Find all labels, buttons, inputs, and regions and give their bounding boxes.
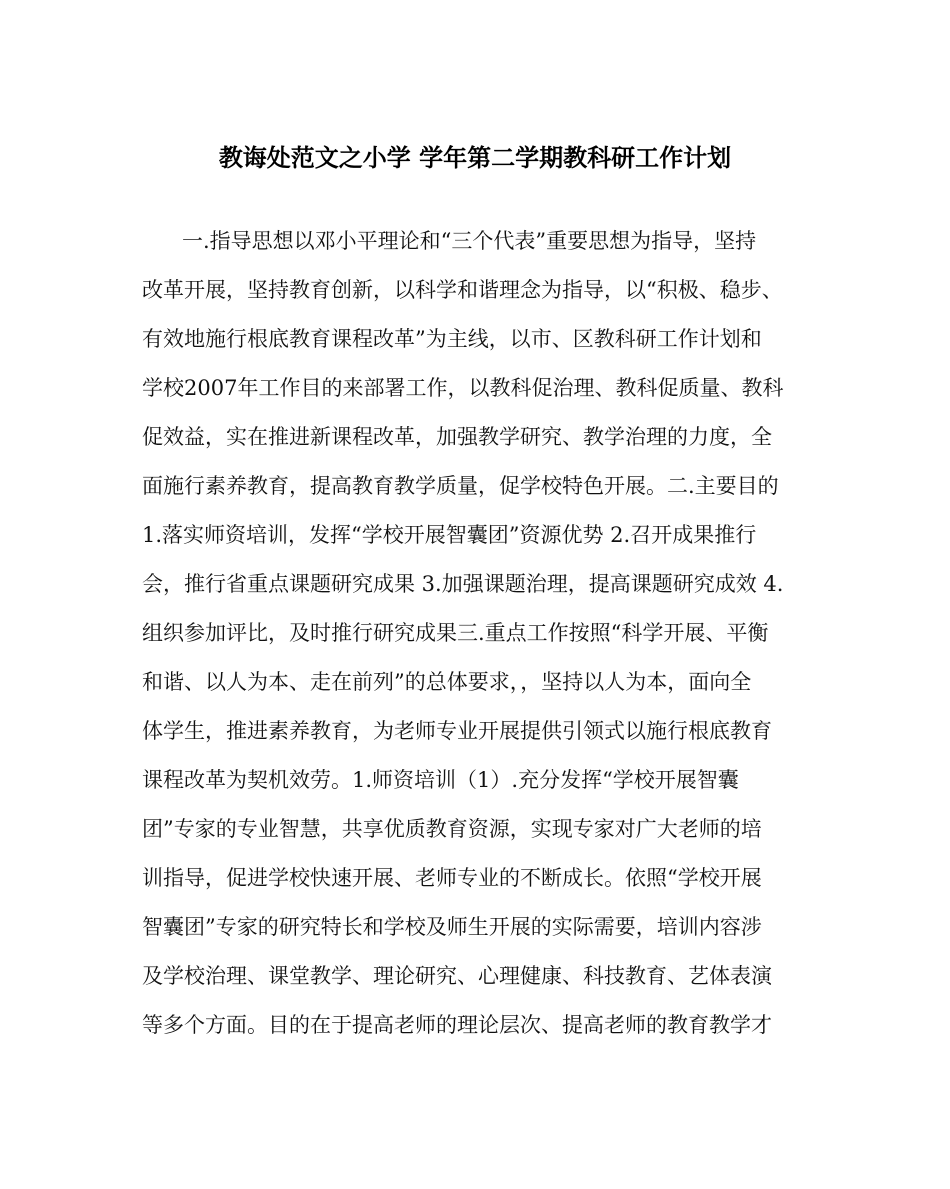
body-line: 团”专家的专业智慧，共享优质教育资源，实现专家对广大老师的培 [142, 817, 762, 841]
body-line: 一.指导思想以邓小平理论和“三个代表”重要思想为指导，坚持 [182, 229, 757, 253]
body-line: 智囊团”专家的研究特长和学校及师生开展的实际需要，培训内容涉 [142, 915, 762, 939]
body-line: 面施行素养教育，提高教育教学质量，促学校特色开展。二.主要目的 [142, 474, 779, 498]
body-line: 体学生，推进素养教育，为老师专业开展提供引领式以施行根底教育 [142, 719, 772, 743]
document-body [142, 224, 822, 1057]
body-line: 训指导，促进学校快速开展、老师专业的不断成长。依照“学校开展 [142, 866, 762, 890]
body-line: 课程改革为契机效劳。1.师资培训（1）.充分发挥“学校开展智囊 [142, 768, 739, 792]
body-line: 改革开展，坚持教育创新，以科学和谐理念为指导，以“积极、稳步、 [142, 278, 783, 302]
body-line: 促效益，实在推进新课程改革，加强教学研究、教学治理的力度，全 [142, 425, 772, 449]
document-title: 教诲处范文之小学 学年第二学期教科研工作计划 [218, 143, 732, 172]
body-line: 组织参加评比，及时推行研究成果三.重点工作按照“科学开展、平衡 [142, 621, 769, 645]
body-line: 1.落实师资培训，发挥“学校开展智囊团”资源优势 2.召开成果推行 [142, 523, 757, 547]
body-line: 学校2007年工作目的来部署工作，以教科促治理、教科促质量、教科 [142, 376, 784, 400]
body-line: 和谐、以人为本、走在前列”的总体要求，，坚持以人为本，面向全 [142, 670, 752, 694]
body-line: 会，推行省重点课题研究成果 3.加强课题治理，提高课题研究成效 4. [142, 572, 784, 596]
body-line: 等多个方面。目的在于提高老师的理论层次、提高老师的教育教学才 [142, 1013, 772, 1037]
body-line: 及学校治理、课堂教学、理论研究、心理健康、科技教育、艺体表演 [142, 964, 772, 988]
body-line: 有效地施行根底教育课程改革”为主线，以市、区教科研工作计划和 [142, 327, 762, 351]
